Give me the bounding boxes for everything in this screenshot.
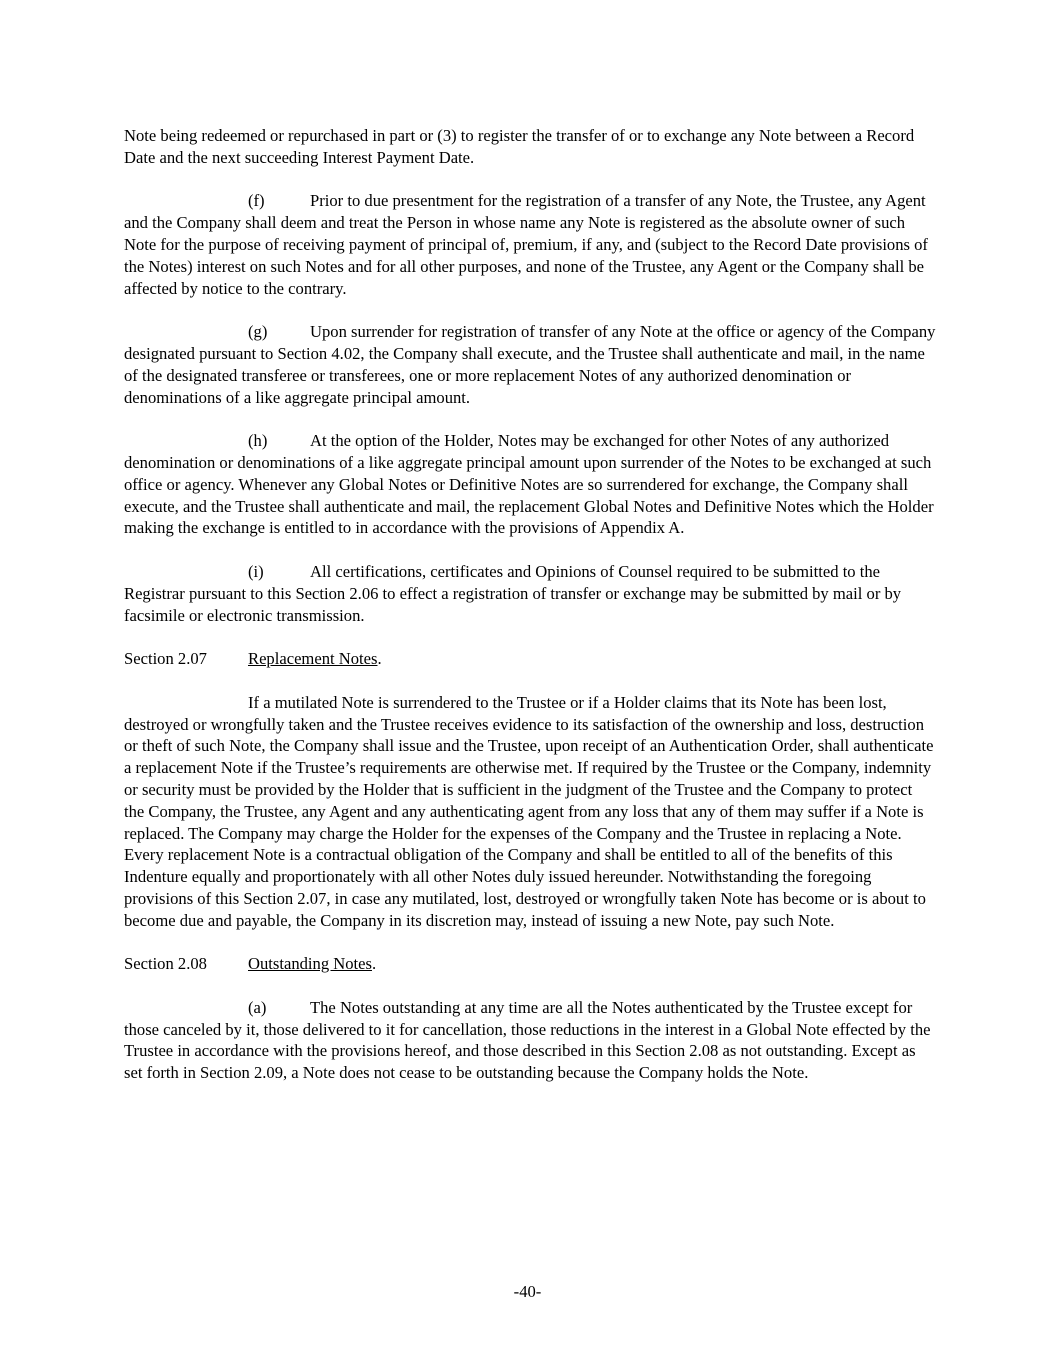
section-number: Section 2.07 bbox=[124, 649, 207, 669]
paragraph-label: (a) bbox=[248, 997, 267, 1017]
paragraph-i bbox=[124, 561, 936, 626]
paragraph-f bbox=[124, 190, 936, 299]
section-heading-2-08 bbox=[124, 953, 936, 975]
section-title: Replacement Notes bbox=[248, 649, 378, 669]
document-page bbox=[124, 125, 936, 1106]
paragraph-label: (h) bbox=[248, 431, 268, 451]
paragraph-label: (i) bbox=[248, 561, 264, 581]
section-number: Section 2.08 bbox=[124, 954, 207, 974]
paragraph-text: Prior to due presentment for the registration of a transfer of any Note, the Trustee, any Agent and the Company shall deem and treat the Person in whose name any Note is registered as the absolute owner of such Note for the purpose of receiving payment of principal of, premium, if any, and (subject to the Record Date provisions of the Notes) interest on such Notes and for all other purposes, and none of the Trustee, any Agent or the Company shall be affected by notice to the contrary. bbox=[124, 191, 928, 298]
paragraph-text: The Notes outstanding at any time are all the Notes authenticated by the Trustee except for those canceled by it, those delivered to it for cancellation, those reductions in the interest in a Global Note effected by the Trustee in accordance with the provisions hereof, and those described in this Section 2.08 as not outstanding. Except as set forth in Section 2.09, a Note does not cease to be outstanding because the Company holds the Note. bbox=[124, 997, 931, 1083]
section-title-period: . bbox=[371, 954, 377, 974]
page-number: -40- bbox=[513, 1282, 542, 1301]
paragraph-h bbox=[124, 430, 936, 539]
paragraph-continuation: Note being redeemed or repurchased in part or (3) to register the transfer of or to exchange any Note between a Record Date and the next succeeding Interest Payment Date. bbox=[124, 126, 915, 167]
paragraph-text: Upon surrender for registration of transfer of any Note at the office or agency of the Company designated pursuant to Section 4.02, the Company shall execute, and the Trustee shall authenticate and mail, in the name of the designated transferee or transferees, one or more replacement Notes of any authorized denomination or denominations of a like aggregate principal amount. bbox=[124, 322, 936, 407]
section-title-period: . bbox=[377, 649, 382, 669]
paragraph-a bbox=[124, 997, 936, 1084]
section-2-07-body: If a mutilated Note is surrendered to the Trustee or if a Holder claims that its Note has been lost, destroyed or wrongfully taken and the Trustee receives evidence to its satisfaction of the ownership and loss, destruction or theft of such Note, the Company shall issue and the Trustee, upon receipt of an Authentication Order, shall authenticate a replacement Note if the Trustee’s requirements are otherwise met. If required by the Trustee or the Company, indemnity or security must be provided by the Holder that is sufficient in the judgment of the Trustee and the Company to protect the Company, the Trustee, any Agent and any authenticating agent from any loss that any of them may suffer if a Note is replaced. The Company may charge the Holder for the expenses of the Company and the Trustee in replacing a Note. Every replacement Note is a contractual obligation of the Company and shall be entitled to all of the benefits of this Indenture equally and proportionately with all other Notes duly issued hereunder. Notwithstanding the foregoing provisions of this Section 2.07, in case any mutilated, lost, destroyed or wrongfully taken Note has become or is about to become due and payable, the Company in its discretion may, instead of issuing a new Note, pay such Note. bbox=[124, 692, 934, 930]
section-title: Outstanding Notes bbox=[248, 954, 372, 974]
paragraph-label: (f) bbox=[248, 191, 265, 211]
paragraph-text: All certifications, certificates and Opinions of Counsel required to be submitted to the Registrar pursuant to this Section 2.06 to effect a registration of transfer or exchange may be submitted by mail or by facsimile or electronic transmission. bbox=[124, 561, 902, 625]
paragraph-text: At the option of the Holder, Notes may be exchanged for other Notes of any authorized denomination or denominations of a like aggregate principal amount upon surrender of the Notes to be exchanged at such office or agency. Whenever any Global Notes or Definitive Notes are so surrendered for exchange, the Company shall execute, and the Trustee shall authenticate and mail, the replacement Global Notes and Definitive Notes which the Holder making the exchange is entitled to in accordance with the provisions of Appendix A. bbox=[124, 431, 934, 538]
paragraph-g bbox=[124, 321, 936, 408]
section-heading-2-07 bbox=[124, 648, 936, 670]
paragraph-label: (g) bbox=[248, 322, 268, 342]
